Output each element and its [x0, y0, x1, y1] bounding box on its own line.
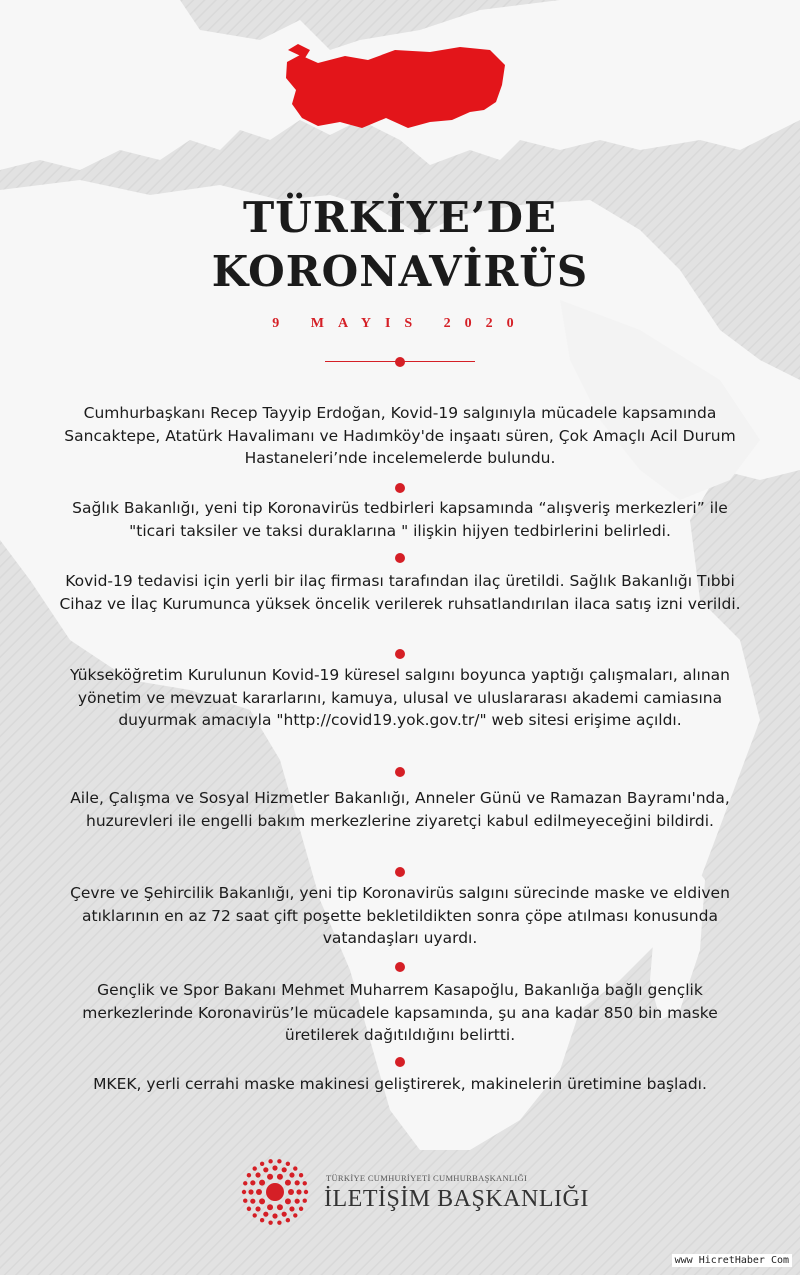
news-item-1: Cumhurbaşkanı Recep Tayyip Erdoğan, Kovid-19 salgınıyla mücadele kapsamında Sancaktepe, Atatürk Havalimanı ve Hadımköy'de inşaatı süren, Çok Amaçlı Acil Durum Hastaneleri’nde incelemelerde bulundu.: [64, 404, 736, 467]
title-line-1: TÜRKİYE’DE: [243, 193, 557, 242]
title-line-2: KORONAVİRÜS: [211, 247, 589, 296]
item-bullet-4: [395, 767, 405, 777]
item-bullet-2: [395, 553, 405, 563]
item-bullet-6: [395, 962, 405, 972]
divider-bullet: [395, 357, 405, 367]
date-label: 9 MAYIS 2020: [272, 316, 528, 331]
item-bullet-5: [395, 867, 405, 877]
news-item-8: MKEK, yerli cerrahi maske makinesi geliştirerek, makinelerin üretimine başladı.: [93, 1075, 707, 1093]
item-bullet-7: [395, 1057, 405, 1067]
news-item-7: Gençlik ve Spor Bakanı Mehmet Muharrem Kasapoğlu, Bakanlığa bağlı gençlik merkezlerinde Koronavirüs’le mücadele kapsamında, şu ana kadar 850 bin maske üretilerek dağıtıldığını belirtti.: [82, 981, 718, 1044]
news-item-5: Aile, Çalışma ve Sosyal Hizmetler Bakanlığı, Anneler Günü ve Ramazan Bayramı'nda, huzurevleri ile engelli bakım merkezlerine ziyaretçi kabul edilmeyeceğini bildirdi.: [70, 789, 730, 830]
footer-org-big: İLETİŞİM BAŞKANLIĞI: [324, 1186, 589, 1212]
watermark: www HicretHaber Com: [672, 1254, 792, 1267]
item-bullet-3: [395, 649, 405, 659]
news-item-4: Yükseköğretim Kurulunun Kovid-19 küresel salgını boyunca yaptığı çalışmaları, alınan yönetim ve mevzuat kararlarını, kamuya, ulusal ve uluslararası akademi camiasına duyurmak amacıyla "http://covid19.yok.gov.tr/" web sitesi erişime açıldı.: [70, 666, 730, 729]
news-item-3: Kovid-19 tedavisi için yerli bir ilaç firması tarafından ilaç üretildi. Sağlık Bakanlığı Tıbbi Cihaz ve İlaç Kurumunca yüksek öncelik verilerek ruhsatlandırılan ilaca satış izni verildi.: [59, 572, 741, 613]
item-bullet-1: [395, 483, 405, 493]
news-item-6: Çevre ve Şehircilik Bakanlığı, yeni tip Koronavirüs salgını sürecinde maske ve eldiven atıklarının en az 72 saat çift poşette bekletildikten sonra çöpe atılması konusunda vatandaşları uyardı.: [70, 884, 730, 947]
news-item-2: Sağlık Bakanlığı, yeni tip Koronavirüs tedbirleri kapsamında “alışveriş merkezleri” ile "ticari taksiler ve taksi duraklarına " ilişkin hijyen tedbirlerini belirledi.: [72, 499, 728, 540]
footer-org-small: TÜRKİYE CUMHURİYETİ CUMHURBAŞKANLIĞI: [326, 1173, 528, 1183]
presidency-communications-logo-icon: [240, 1157, 310, 1227]
